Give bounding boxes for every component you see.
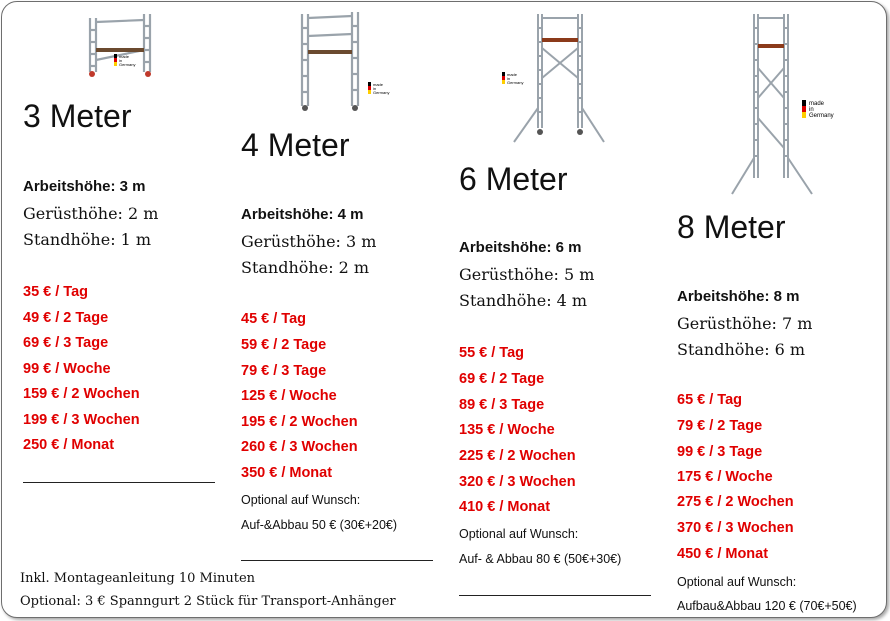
price-item: 69 € / 3 Tage [23,335,109,351]
scaffold-4m-image [296,8,376,112]
price-item: 370 € / 3 Wochen [677,520,794,536]
optional-label-8m: Optional auf Wunsch: [677,575,797,589]
price-item: 260 € / 3 Wochen [241,439,358,455]
arbeitshoehe-4m: Arbeitshöhe: 4 m [241,206,364,223]
price-item: 159 € / 2 Wochen [23,386,140,402]
price-item: 450 € / Monat [677,546,769,562]
price-card-frame [1,1,887,618]
made-in-germany-badge [502,70,532,90]
svg-text:Germany: Germany [119,62,136,67]
svg-text:made: made [373,82,384,87]
svg-text:in: in [809,107,814,113]
price-item: 195 € / 2 Wochen [241,414,358,430]
made-in-germany-badge [368,80,398,100]
standhoehe-6m: Standhöhe: 4 m [459,291,588,310]
svg-text:Germany: Germany [373,90,390,95]
arbeitshoehe-8m: Arbeitshöhe: 8 m [677,288,800,305]
made-in-germany-badge [114,52,144,72]
price-item: 275 € / 2 Wochen [677,494,794,510]
divider-3m [23,482,215,483]
price-item: 49 € / 2 Tage [23,310,109,326]
optional-value-8m: Aufbau&Abbau 120 € (70€+50€) [677,599,857,613]
price-item: 79 € / 3 Tage [241,363,327,379]
price-item: 225 € / 2 Wochen [459,448,576,464]
price-item: 350 € / Monat [241,465,333,481]
standhoehe-8m: Standhöhe: 6 m [677,340,806,359]
svg-text:made: made [119,54,130,59]
optional-label-6m: Optional auf Wunsch: [459,527,579,541]
column-title-3m: 3 Meter [23,98,132,134]
price-item: 410 € / Monat [459,499,551,515]
price-item: 89 € / 3 Tage [459,397,545,413]
optional-label-4m: Optional auf Wunsch: [241,493,361,507]
svg-text:in: in [373,86,377,91]
optional-value-4m: Auf-&Abbau 50 € (30€+20€) [241,518,398,532]
optional-value-6m: Auf- & Abbau 80 € (50€+30€) [459,552,622,566]
price-item: 250 € / Monat [23,437,115,453]
price-item: 99 € / 3 Tage [677,444,763,460]
geruesthoehe-3m: Gerüsthöhe: 2 m [23,204,159,223]
price-item: 199 € / 3 Wochen [23,412,140,428]
column-title-6m: 6 Meter [459,161,568,197]
price-item: 175 € / Woche [677,469,773,485]
price-item: 65 € / Tag [677,392,743,408]
svg-text:made: made [507,72,518,77]
divider-6m [459,595,651,596]
svg-text:Germany: Germany [507,80,524,85]
geruesthoehe-6m: Gerüsthöhe: 5 m [459,265,595,284]
standhoehe-3m: Standhöhe: 1 m [23,230,152,249]
price-item: 79 € / 2 Tage [677,418,763,434]
svg-text:made: made [809,101,825,107]
standhoehe-4m: Standhöhe: 2 m [241,258,370,277]
price-item: 45 € / Tag [241,311,307,327]
column-title-8m: 8 Meter [677,209,786,245]
price-item: 55 € / Tag [459,345,525,361]
svg-text:in: in [119,58,123,63]
price-item: 320 € / 3 Wochen [459,474,576,490]
footer-note-montageanleitung: Inkl. Montageanleitung 10 Minuten [20,571,256,586]
made-in-germany-badge [802,98,846,124]
arbeitshoehe-3m: Arbeitshöhe: 3 m [23,178,146,195]
price-item: 99 € / Woche [23,361,111,377]
svg-text:Germany: Germany [809,113,834,119]
divider-4m [241,560,433,561]
column-title-4m: 4 Meter [241,127,350,163]
arbeitshoehe-6m: Arbeitshöhe: 6 m [459,239,582,256]
price-item: 59 € / 2 Tage [241,337,327,353]
price-item: 135 € / Woche [459,422,555,438]
footer-note-spanngurt: Optional: 3 € Spanngurt 2 Stück für Transport-Anhänger [20,594,396,609]
price-item: 35 € / Tag [23,284,89,300]
svg-text:in: in [507,76,511,81]
price-item: 69 € / 2 Tage [459,371,545,387]
price-item: 125 € / Woche [241,388,337,404]
geruesthoehe-8m: Gerüsthöhe: 7 m [677,314,813,333]
geruesthoehe-4m: Gerüsthöhe: 3 m [241,232,377,251]
